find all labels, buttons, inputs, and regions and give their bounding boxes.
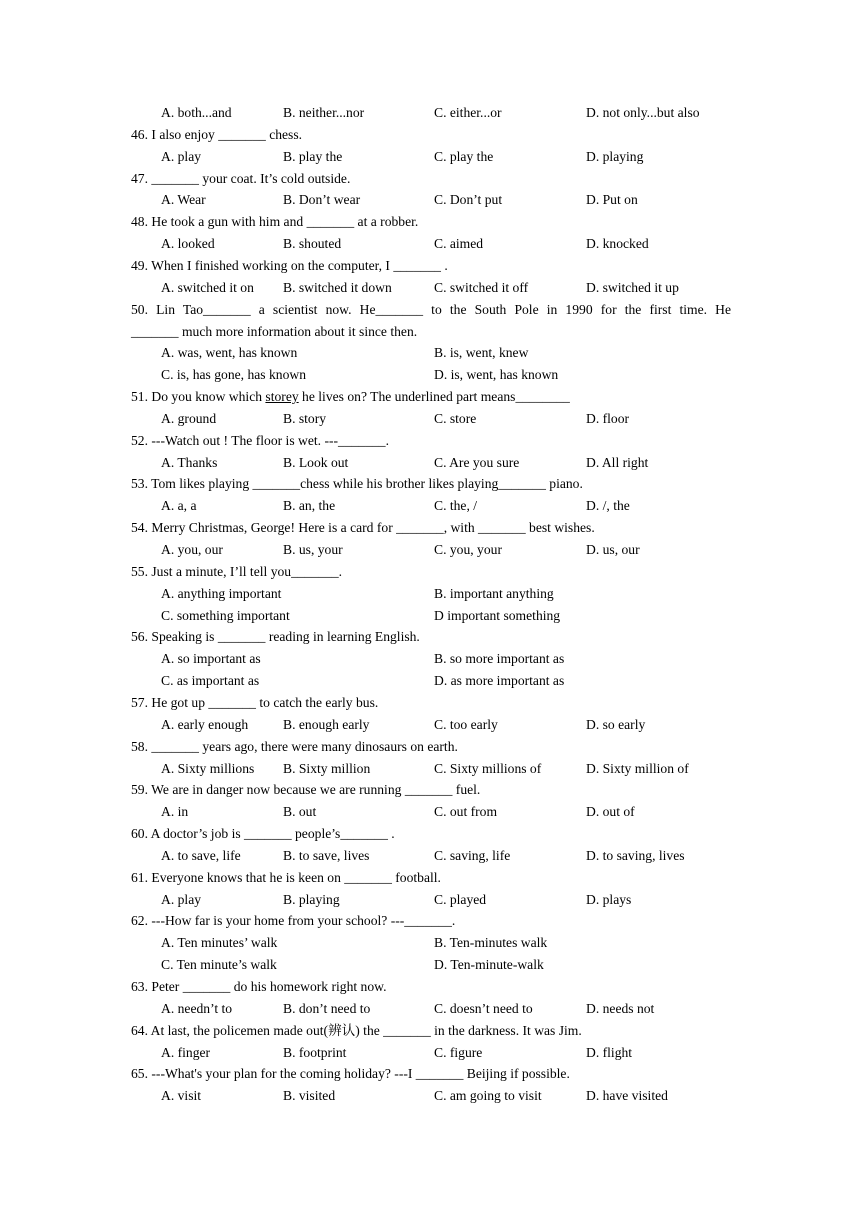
answer-option: A. anything important	[161, 586, 282, 601]
answer-option: C. play the	[434, 149, 494, 164]
answer-option: A. finger	[161, 1045, 211, 1060]
answer-option: A. Wear	[161, 192, 206, 207]
answer-option: A. Thanks	[161, 455, 218, 470]
answer-option: B. Ten-minutes walk	[434, 935, 548, 950]
question-text: 54. Merry Christmas, George! Here is a card for _______, with _______ best wishes.	[131, 520, 595, 535]
answer-option: B. neither...nor	[283, 105, 365, 120]
answer-option: D. plays	[586, 892, 632, 907]
answer-option: C. either...or	[434, 105, 502, 120]
answer-option: D. /, the	[586, 498, 630, 513]
question-text: 63. Peter _______ do his homework right now.	[131, 979, 387, 994]
answer-option: A. needn’t to	[161, 1001, 233, 1016]
answer-option: C. Ten minute’s walk	[161, 957, 277, 972]
answer-option: D. so early	[586, 717, 646, 732]
answer-option: C. something important	[161, 608, 290, 623]
answer-option: C. switched it off	[434, 280, 529, 295]
answer-option: B. footprint	[283, 1045, 347, 1060]
answer-option: B. out	[283, 804, 317, 819]
question-text: 47. _______ your coat. It’s cold outside.	[131, 171, 351, 186]
question-text: 46. I also enjoy _______ chess.	[131, 127, 303, 142]
answer-option: A. Ten minutes’ walk	[161, 935, 278, 950]
answer-option: D important something	[434, 608, 561, 623]
answer-option: D. is, went, has known	[434, 367, 559, 382]
question-text: 64. At last, the policemen made out(辨认) the _______ in the darkness. It was Jim.	[131, 1023, 582, 1038]
answer-option: C. too early	[434, 717, 498, 732]
answer-option: D. to saving, lives	[586, 848, 685, 863]
answer-option: B. important anything	[434, 586, 554, 601]
answer-option: C. aimed	[434, 236, 484, 251]
answer-option: B. Look out	[283, 455, 349, 470]
answer-option: B. don’t need to	[283, 1001, 371, 1016]
answer-option: D. needs not	[586, 1001, 655, 1016]
question-text: 57. He got up _______ to catch the early bus.	[131, 695, 379, 710]
question-text: 62. ---How far is your home from your school? ---_______.	[131, 913, 456, 928]
answer-option: C. store	[434, 411, 477, 426]
answer-option: D. have visited	[586, 1088, 668, 1103]
answer-option: C. am going to visit	[434, 1088, 542, 1103]
question-text: 52. ---Watch out ! The floor is wet. ---_______.	[131, 433, 390, 448]
answer-option: D. out of	[586, 804, 635, 819]
answer-option: B. so more important as	[434, 651, 565, 666]
answer-option: D. flight	[586, 1045, 633, 1060]
underlined-word: storey	[265, 389, 299, 404]
answer-option: B. enough early	[283, 717, 370, 732]
question-text: _______ much more information about it since then.	[131, 324, 418, 339]
question-text-end: he lives on? The underlined part means________	[298, 389, 570, 404]
answer-option: C. figure	[434, 1045, 483, 1060]
question-text: 49. When I finished working on the computer, I _______ .	[131, 258, 448, 273]
answer-option: A. you, our	[161, 542, 223, 557]
answer-option: C. played	[434, 892, 487, 907]
answer-option: A. switched it on	[161, 280, 254, 295]
question-text: 61. Everyone knows that he is keen on _______ football.	[131, 870, 441, 885]
answer-option: A. was, went, has known	[161, 345, 298, 360]
answer-option: B. Sixty million	[283, 761, 371, 776]
answer-option: A. in	[161, 804, 189, 819]
answer-option: D. switched it up	[586, 280, 679, 295]
answer-option: B. visited	[283, 1088, 336, 1103]
answer-option: B. shouted	[283, 236, 342, 251]
question-text: 50. Lin Tao_______ a scientist now. He_______ to the South Pole in 1990 for the first time. He	[131, 302, 731, 317]
answer-option: A. visit	[161, 1088, 202, 1103]
answer-option: B. switched it down	[283, 280, 392, 295]
question-text: 59. We are in danger now because we are running _______ fuel.	[131, 782, 481, 797]
answer-option: A. a, a	[161, 498, 197, 513]
answer-option: A. early enough	[161, 717, 249, 732]
answer-option: B. play the	[283, 149, 343, 164]
question-text: 55. Just a minute, I’ll tell you_______.	[131, 564, 343, 579]
answer-option: A. looked	[161, 236, 215, 251]
answer-option: A. to save, life	[161, 848, 241, 863]
answer-option: C. saving, life	[434, 848, 511, 863]
answer-option: A. play	[161, 149, 202, 164]
answer-option: D. All right	[586, 455, 649, 470]
answer-option: C. Don’t put	[434, 192, 503, 207]
answer-option: D. Sixty million of	[586, 761, 689, 776]
answer-option: D. floor	[586, 411, 630, 426]
answer-option: B. Don’t wear	[283, 192, 361, 207]
answer-option: D. us, our	[586, 542, 640, 557]
question-text: 48. He took a gun with him and _______ at a robber.	[131, 214, 419, 229]
answer-option: B. us, your	[283, 542, 343, 557]
answer-option: C. Sixty millions of	[434, 761, 542, 776]
answer-option: C. the, /	[434, 498, 478, 513]
answer-option: B. an, the	[283, 498, 336, 513]
answer-option: C. is, has gone, has known	[161, 367, 306, 382]
answer-option: A. play	[161, 892, 202, 907]
answer-option: C. you, your	[434, 542, 502, 557]
answer-option: C. doesn’t need to	[434, 1001, 533, 1016]
answer-option: D. Ten-minute-walk	[434, 957, 544, 972]
question-text-start: 51. Do you know which	[131, 389, 266, 404]
answer-option: C. Are you sure	[434, 455, 520, 470]
answer-option: A. Sixty millions	[161, 761, 255, 776]
answer-option: D. not only...but also	[586, 105, 700, 120]
answer-option: B. story	[283, 411, 327, 426]
answer-option: D. Put on	[586, 192, 638, 207]
answer-option: C. as important as	[161, 673, 260, 688]
answer-option: A. so important as	[161, 651, 261, 666]
answer-option: D. playing	[586, 149, 644, 164]
answer-option: D. knocked	[586, 236, 649, 251]
answer-option: C. out from	[434, 804, 498, 819]
answer-option: A. ground	[161, 411, 217, 426]
answer-option: D. as more important as	[434, 673, 565, 688]
question-text: 58. _______ years ago, there were many dinosaurs on earth.	[131, 739, 458, 754]
question-text: 60. A doctor’s job is _______ people’s_______ .	[131, 826, 395, 841]
question-text: 56. Speaking is _______ reading in learning English.	[131, 629, 420, 644]
question-text: 53. Tom likes playing _______chess while his brother likes playing_______ piano.	[131, 476, 583, 491]
answer-option: A. both...and	[161, 105, 232, 120]
answer-option: B. is, went, knew	[434, 345, 529, 360]
question-text	[131, 389, 570, 405]
question-text: 65. ---What's your plan for the coming holiday? ---I _______ Beijing if possible.	[131, 1066, 570, 1081]
answer-option: B. playing	[283, 892, 340, 907]
answer-option: B. to save, lives	[283, 848, 370, 863]
